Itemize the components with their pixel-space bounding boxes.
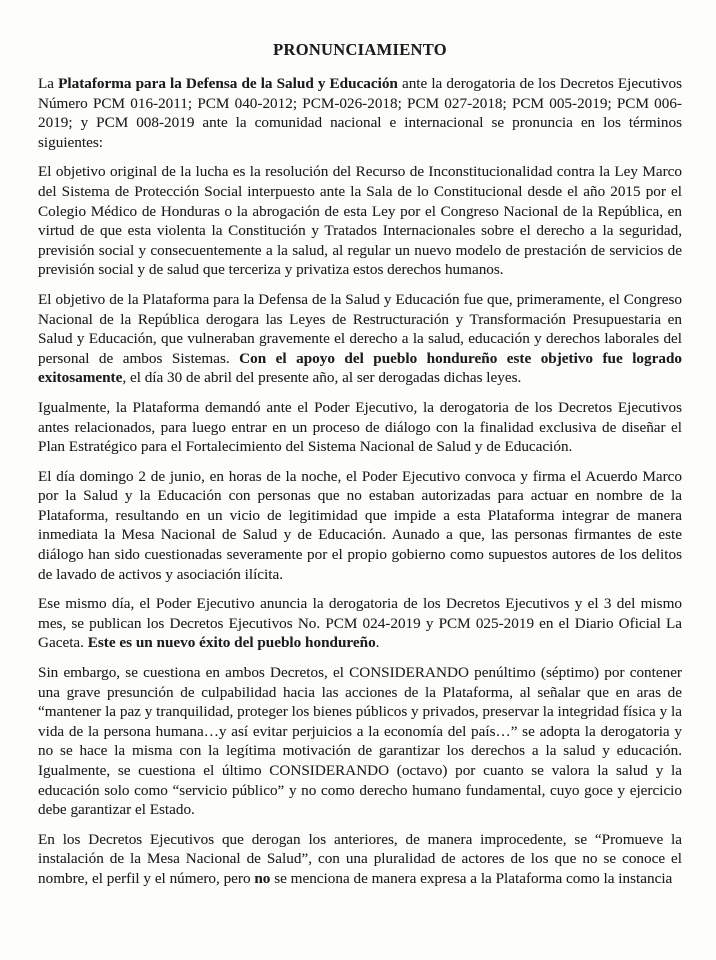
text-run: La: [38, 75, 59, 92]
text-run: se menciona de manera expresa a la Plataforma como la instancia: [270, 869, 673, 887]
paragraph: [38, 74, 682, 152]
text-run: El día domingo 2 de junio, en horas de la noche, el Poder Ejecutivo convoca y firma el Acuerdo Marco por la Salud y la Educación con personas que no estaban autorizadas para actuar en nombre de la Plataforma, resultando en un vicio de legitimidad que impide a esta Plataforma integrar de manera inmediata la Mesa Nacional de Salud y de Educación. Aunado a que, las personas firmantes de este diálogo han sido cuestionadas severamente por el propio gobierno como supuestos autores de los delitos de lavado de activos y asociación ilícita.: [38, 467, 682, 583]
document-title: PRONUNCIAMIENTO: [273, 40, 447, 59]
paragraph: [38, 162, 682, 280]
text-run: Sin embargo, se cuestiona en ambos Decretos, el CONSIDERANDO penúltimo (séptimo) por contener una grave presunción de culpabilidad hacia las acciones de la Plataforma, al señalar que en aras de “mantener la paz y tranquilidad, proteger los bienes públicos y privados, preservar la integridad física y la vida de la persona humana…y así evitar perjuicios a la economía del país…” se adopta la derogatoria y no se hace la misma con la legítima motivación de garantizar los derechos a la salud y educación. Igualmente, se cuestiona el último CONSIDERANDO (octavo) por cuanto se valora la salud y la educación solo como “servicio público” y no como derecho humano fundamental, cuyo goce y ejercicio debe garantizar el Estado.: [38, 664, 682, 819]
bold-text-run: Este es un nuevo éxito del pueblo hondureño: [87, 634, 376, 652]
text-run: El objetivo original de la lucha es la resolución del Recurso de Inconstitucionalidad contra la Ley Marco del Sistema de Protección Social interpuesto ante la Sala de lo Constitucional desde el año 2015 por el Colegio Médico de Honduras o la abrogación de esta Ley por el Congreso Nacional de la República, en virtud de que esta violenta la Constitución y Tratados Internacionales sobre el derecho a la seguridad, previsión social y consecuentemente a la salud, al regular un nuevo modelo de prestación de servicios de previsión social y de salud que terceriza y privatiza estos derechos humanos.: [38, 163, 682, 279]
bold-text-run: Plataforma para la Defensa de la Salud y Educación: [58, 75, 398, 92]
text-run: El objetivo de la Plataforma para la Defensa de la Salud y Educación fue que, primeramente, el Congreso Nacional de la República derogara las Leyes de Restructuración y Transformación Presupuestaria en Salud y Educación, que vulneraban gravemente el derecho a la salud, educación y derechos laborales del personal de ambos Sistemas.: [38, 290, 682, 367]
bold-text-run: no: [254, 869, 271, 887]
document-body: [38, 74, 682, 889]
text-run: Igualmente, la Plataforma demandó ante el Poder Ejecutivo, la derogatoria de los Decretos Ejecutivos antes relacionados, para luego entrar en un proceso de diálogo con la finalidad exclusiva de diseñar el Plan Estratégico para el Fortalecimiento del Sistema Nacional de Salud y de Educación.: [38, 398, 682, 456]
paragraph: [38, 467, 682, 585]
text-run: En los Decretos Ejecutivos que derogan los anteriores, de manera improcedente, se “Promueve la instalación de la Mesa Nacional de Salud”, con una pluralidad de actores de los que no se conoce el nombre, el perfil y el número, pero: [38, 830, 682, 887]
bold-text-run: Con el apoyo del pueblo hondureño este objetivo fue logrado exitosamente: [38, 349, 682, 387]
paragraph: [38, 398, 682, 457]
paragraph: [38, 830, 682, 889]
paragraph: [38, 594, 682, 653]
text-run: .: [375, 634, 380, 652]
text-run: ante la derogatoria de los Decretos Ejecutivos Número PCM 016-2011; PCM 040-2012; PCM-026-2018; PCM 027-2018; PCM 005-2019; PCM 006-2019; y PCM 008-2019 ante la comunidad nacional e internacional se pronuncia en los términos siguientes:: [38, 75, 682, 151]
paragraph: [38, 663, 682, 820]
text-run: , el día 30 de abril del presente año, al ser derogadas dichas leyes.: [122, 369, 522, 387]
text-run: Ese mismo día, el Poder Ejecutivo anuncia la derogatoria de los Decretos Ejecutivos y el 3 del mismo mes, se publican los Decretos Ejecutivos No. PCM 024-2019 y PCM 025-2019 en el Diario Oficial La Gaceta.: [38, 595, 682, 652]
paragraph: [38, 290, 682, 388]
